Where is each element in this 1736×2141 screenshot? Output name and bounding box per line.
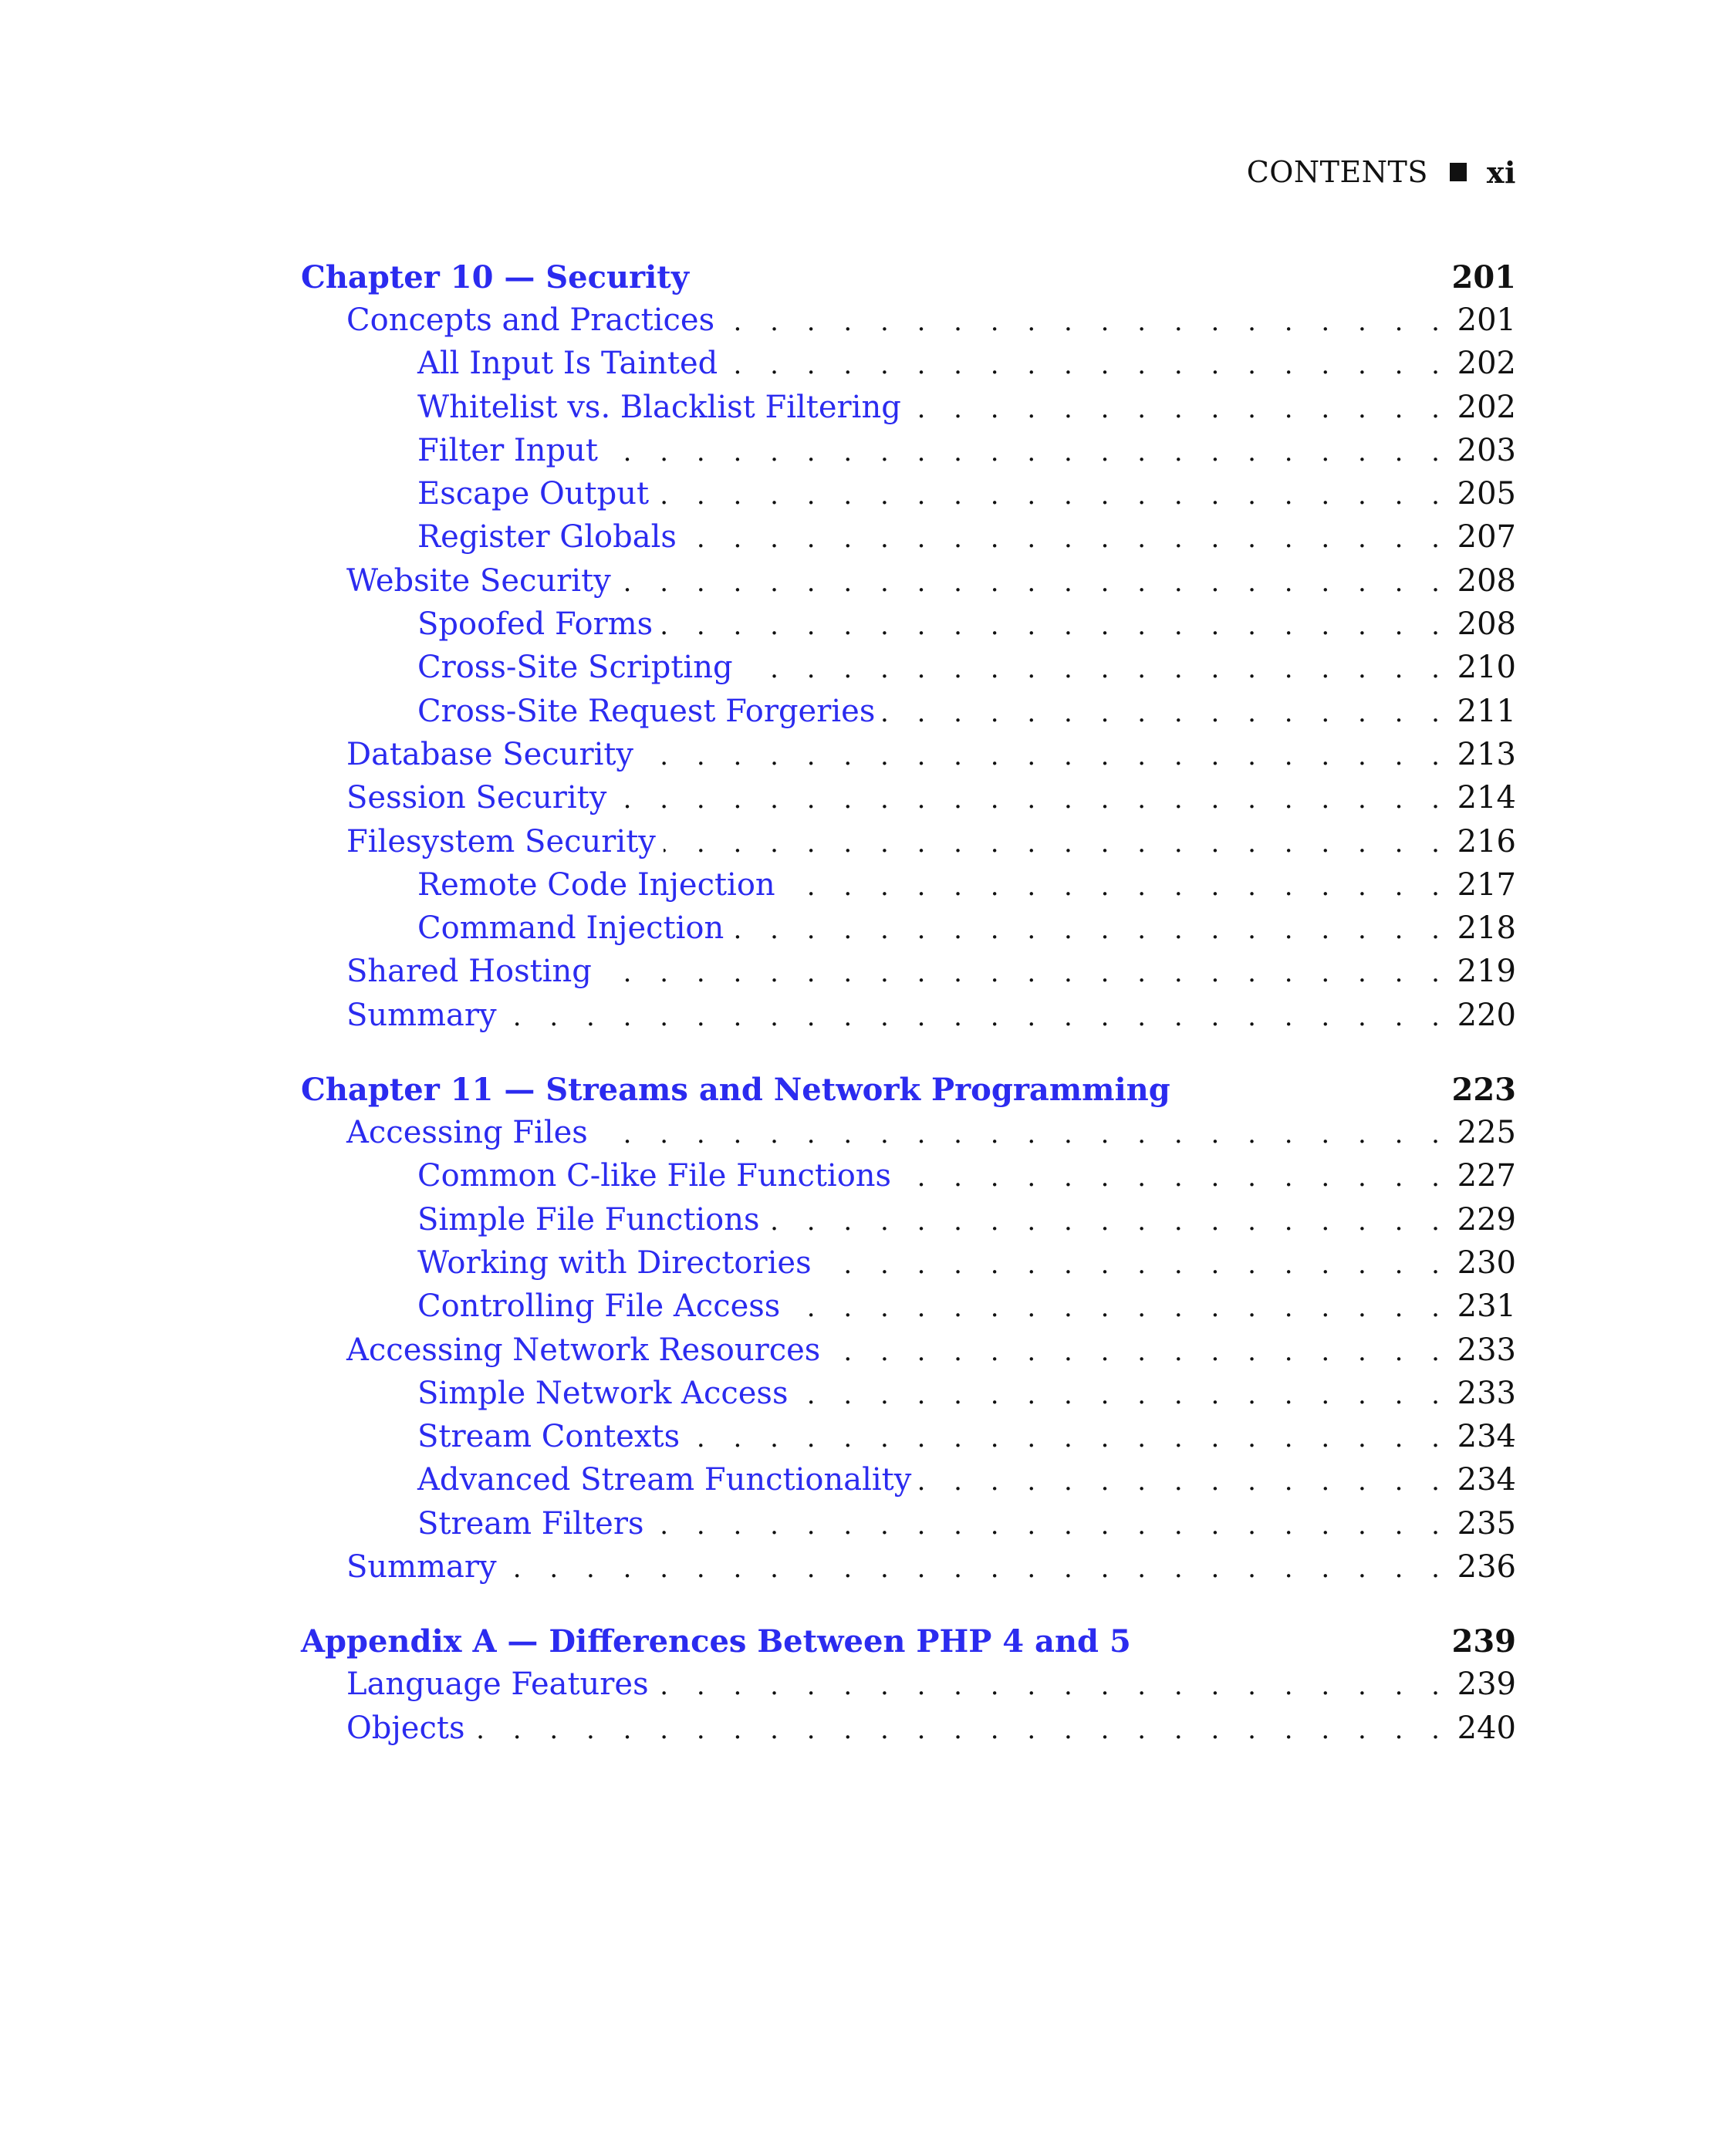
dot-leader (783, 871, 1450, 902)
toc-entry-title-link[interactable]: Session Security (346, 780, 607, 816)
toc-section-entry[interactable] (301, 1549, 1516, 1592)
toc-section-entry[interactable] (301, 563, 1516, 606)
toc-subsection-entry[interactable] (301, 1462, 1516, 1505)
toc-entry-title-link[interactable]: Register Globals (417, 519, 677, 556)
toc-subsection-entry[interactable] (301, 606, 1516, 650)
toc-entry-title-link[interactable]: Command Injection (417, 910, 724, 947)
toc-subsection-entry[interactable] (301, 1419, 1516, 1462)
toc-entry-page-number: 208 (1457, 606, 1516, 643)
toc-entry-page-number: 203 (1457, 432, 1516, 468)
toc-entry-page-number: 214 (1457, 780, 1516, 816)
dot-leader (472, 1714, 1450, 1745)
toc-section-entry[interactable] (301, 1667, 1516, 1710)
toc-entry-page-number: 234 (1457, 1419, 1516, 1455)
toc-entry-title-link[interactable]: Shared Hosting (346, 954, 592, 990)
toc-entry-page-number: 218 (1457, 910, 1516, 947)
dot-leader (505, 1001, 1450, 1032)
toc-entry-title-link[interactable]: Controlling File Access (417, 1288, 781, 1325)
toc-entry-title-link[interactable]: Stream Contexts (417, 1419, 681, 1455)
toc-chapter-title-link[interactable]: Appendix A — Differences Between PHP 4 and 5 (301, 1623, 1131, 1660)
dot-leader (795, 1379, 1450, 1410)
toc-entry-page-number: 227 (1457, 1158, 1516, 1194)
dot-leader (819, 1249, 1450, 1280)
toc-entry-title-link[interactable]: Simple Network Access (417, 1375, 789, 1411)
toc-entry-title-link[interactable]: Objects (346, 1710, 465, 1746)
toc-entry-title-link[interactable]: Cross-Site Scripting (417, 650, 733, 686)
dot-leader (722, 306, 1450, 337)
toc-entry-title-link[interactable]: Advanced Stream Functionality (417, 1462, 912, 1498)
toc-entry-title-link[interactable]: Simple File Functions (417, 1201, 760, 1238)
toc-entry-title-link[interactable]: Common C-like File Functions (417, 1158, 892, 1194)
toc-section-entry[interactable] (301, 1332, 1516, 1376)
dot-leader (641, 741, 1450, 772)
dot-leader (652, 1510, 1451, 1541)
toc-chapter-heading[interactable] (301, 259, 1516, 302)
toc-subsection-entry[interactable] (301, 1376, 1516, 1419)
toc-chapter (301, 259, 1516, 1041)
toc-section-entry[interactable] (301, 954, 1516, 997)
dot-leader (664, 828, 1450, 859)
toc-entry-title-link[interactable]: Escape Output (417, 476, 650, 512)
toc-subsection-entry[interactable] (301, 694, 1516, 737)
toc-subsection-entry[interactable] (301, 1506, 1516, 1549)
toc-entry-title-link[interactable]: Database Security (346, 736, 634, 772)
toc-chapter-heading[interactable] (301, 1072, 1516, 1115)
toc-subsection-entry[interactable] (301, 476, 1516, 519)
toc-subsection-entry[interactable] (301, 650, 1516, 693)
toc-entry-title-link[interactable]: Language Features (346, 1667, 649, 1703)
dot-leader (899, 1162, 1450, 1193)
toc-entry-page-number: 217 (1457, 866, 1516, 903)
toc-entry-page-number: 201 (1457, 302, 1516, 338)
toc-entry-title-link[interactable]: Working with Directories (417, 1244, 812, 1281)
toc-entry-page-number: 236 (1457, 1549, 1516, 1585)
toc-subsection-entry[interactable] (301, 390, 1516, 433)
dot-leader (657, 480, 1450, 511)
dot-leader (619, 567, 1450, 598)
toc-entry-title-link[interactable]: Accessing Network Resources (346, 1332, 821, 1368)
toc-section-entry[interactable] (301, 1115, 1516, 1158)
toc-subsection-entry[interactable] (301, 1245, 1516, 1288)
toc-subsection-entry[interactable] (301, 346, 1516, 389)
toc-entry-page-number: 220 (1457, 997, 1516, 1033)
toc-entry-title-link[interactable]: Concepts and Practices (346, 302, 715, 338)
toc-entry-page-number: 233 (1457, 1332, 1516, 1368)
toc-entry-title-link[interactable]: Summary (346, 997, 497, 1033)
toc-entry-page-number: 205 (1457, 476, 1516, 512)
dot-leader (660, 610, 1450, 641)
toc-entry-page-number: 213 (1457, 736, 1516, 772)
toc-entry-page-number: 235 (1457, 1505, 1516, 1542)
toc-chapter-heading[interactable] (301, 1623, 1516, 1667)
toc-entry-page-number: 231 (1457, 1288, 1516, 1325)
dot-leader (828, 1336, 1450, 1367)
toc-entry-title-link[interactable]: Accessing Files (346, 1115, 588, 1151)
toc-subsection-entry[interactable] (301, 867, 1516, 910)
toc-entry-page-number: 208 (1457, 562, 1516, 599)
toc-entry-title-link[interactable]: All Input Is Tainted (417, 346, 718, 382)
toc-entry-title-link[interactable]: Filesystem Security (346, 823, 656, 859)
toc-subsection-entry[interactable] (301, 1158, 1516, 1201)
dot-leader (687, 1423, 1450, 1454)
dot-leader (725, 350, 1450, 380)
toc-subsection-entry[interactable] (301, 910, 1516, 954)
dot-leader (741, 653, 1450, 684)
dot-leader (788, 1292, 1450, 1323)
toc-entry-title-link[interactable]: Whitelist vs. Blacklist Filtering (417, 389, 901, 425)
dot-leader (909, 393, 1450, 424)
dot-leader (919, 1466, 1450, 1497)
dot-leader (684, 523, 1450, 554)
toc-entry-page-number: 240 (1457, 1710, 1516, 1746)
dot-leader (731, 914, 1450, 945)
running-head-label: CONTENTS (1246, 155, 1428, 189)
toc-entry-page-number: 202 (1457, 346, 1516, 382)
toc-entry-page-number: 210 (1457, 650, 1516, 686)
toc-entry-page-number: 234 (1457, 1462, 1516, 1498)
dot-leader (596, 1119, 1450, 1150)
dot-leader (614, 784, 1450, 815)
dot-leader (657, 1670, 1450, 1701)
toc-entry-title-link[interactable]: Summary (346, 1549, 497, 1585)
toc-entry-page-number: 211 (1457, 693, 1516, 729)
toc-section-entry[interactable] (301, 1710, 1516, 1754)
toc-subsection-entry[interactable] (301, 519, 1516, 562)
table-of-contents (301, 259, 1516, 1785)
toc-entry-title-link[interactable]: Filter Input (417, 432, 598, 468)
toc-entry-page-number: 239 (1457, 1667, 1516, 1703)
toc-section-entry[interactable] (301, 737, 1516, 780)
toc-section-entry[interactable] (301, 824, 1516, 867)
toc-subsection-entry[interactable] (301, 1288, 1516, 1332)
toc-entry-page-number: 233 (1457, 1375, 1516, 1411)
toc-entry-title-link[interactable]: Cross-Site Request Forgeries (417, 693, 876, 729)
toc-entry-page-number: 225 (1457, 1115, 1516, 1151)
dot-leader (505, 1553, 1450, 1584)
toc-entry-page-number: 216 (1457, 823, 1516, 859)
toc-chapter (301, 1072, 1516, 1592)
toc-section-entry[interactable] (301, 780, 1516, 823)
toc-section-entry[interactable] (301, 302, 1516, 346)
toc-entry-title-link[interactable]: Spoofed Forms (417, 606, 654, 643)
square-bullet-icon (1450, 163, 1467, 181)
toc-entry-title-link[interactable]: Remote Code Injection (417, 866, 775, 903)
toc-chapter-title-link[interactable]: Chapter 10 — Security (301, 259, 690, 295)
toc-entry-page-number: 229 (1457, 1201, 1516, 1238)
dot-leader (606, 437, 1450, 468)
toc-entry-page-number: 202 (1457, 389, 1516, 425)
toc-entry-page-number: 230 (1457, 1244, 1516, 1281)
toc-entry-title-link[interactable]: Stream Filters (417, 1505, 644, 1542)
toc-chapter-page-number: 239 (1451, 1623, 1516, 1660)
dot-leader (883, 697, 1450, 728)
dot-leader (599, 957, 1450, 988)
toc-chapter-page-number: 201 (1451, 259, 1516, 295)
toc-entry-title-link[interactable]: Website Security (346, 562, 611, 599)
toc-section-entry[interactable] (301, 998, 1516, 1041)
page-folio: xi (1486, 154, 1516, 190)
toc-subsection-entry[interactable] (301, 433, 1516, 476)
toc-chapter (301, 1623, 1516, 1754)
toc-chapter-page-number: 223 (1451, 1072, 1516, 1109)
toc-entry-page-number: 207 (1457, 519, 1516, 556)
dot-leader (768, 1206, 1450, 1237)
toc-chapter-title-link[interactable]: Chapter 11 — Streams and Network Programming (301, 1072, 1170, 1109)
toc-entry-page-number: 219 (1457, 954, 1516, 990)
toc-subsection-entry[interactable] (301, 1202, 1516, 1245)
running-head (1247, 150, 1516, 194)
